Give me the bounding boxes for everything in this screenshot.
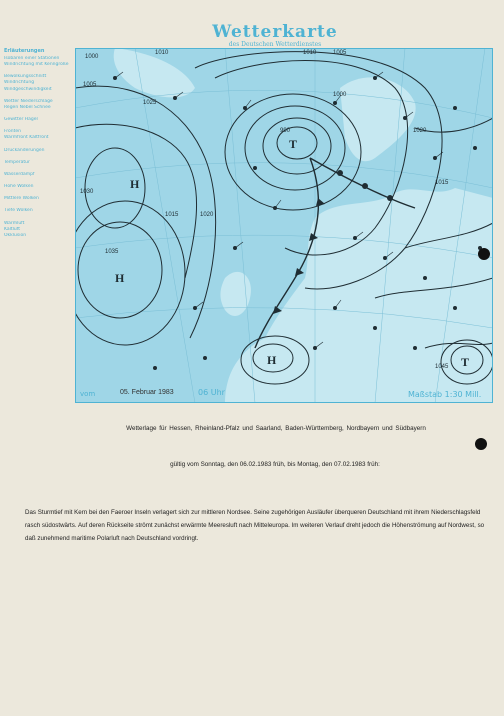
legend-line: Warmluft (4, 220, 25, 226)
isobar-label: 990 (280, 128, 291, 134)
page-subtitle: des Deutschen Wetterdienstes (228, 41, 322, 48)
isobar-label: 1010 (303, 50, 317, 56)
isobar-label: 1000 (333, 92, 347, 98)
isobar-label: 1020 (413, 128, 427, 134)
forecast-regions: Wetterlage für Hessen, Rheinland-Pfalz und Saarland, Baden-Württemberg, Nordbayern und Südbayern (126, 425, 426, 432)
legend-line: Tiefe Wolken (4, 208, 33, 214)
forecast-text: Das Sturmtief mit Kern bei den Faeroer Inseln verlagert sich zur mittleren Nordsee. Seine zugehörigen Ausläufer überqueren Deutschland mit ihrem Niederschlagsfeld rasch südostwärts. Auf deren Rückseite strömt zunächst erwärmte Meeresluft nach Mitteleuropa. Im weiteren Verlauf dreht jedoch die Höhenströmung auf Nordwest, so daß zunehmend maritime Polarluft nach Deutschland vordringt. (25, 509, 485, 542)
legend-line: Windrichtung mit Kenngröße (4, 62, 69, 68)
low-center-label: T (461, 355, 470, 369)
legend-line: Isobaren einer Stationen (4, 56, 60, 62)
map-date-prefix: vom (80, 390, 96, 398)
isobar-label: 1025 (143, 100, 157, 106)
map-time: 06 Uhr (198, 388, 225, 397)
legend-line: Fronten (4, 129, 22, 135)
legend-title: Erläuterungen (4, 48, 45, 54)
legend-line: Okklusion (4, 232, 27, 238)
legend-line: Druckänderungen (4, 147, 45, 153)
isobar-label: 1035 (105, 249, 119, 255)
legend-line: Wetter Niederschläge (4, 98, 53, 104)
punch-hole (478, 248, 490, 260)
isobar-label: 1015 (165, 212, 179, 218)
legend-line: Windrichtung (4, 80, 35, 86)
legend-line: Kaltluft (4, 226, 21, 232)
isobar-label: 1000 (85, 54, 99, 60)
legend-line: Regen Nebel Schnee (4, 104, 51, 110)
high-center-label: H (115, 271, 125, 285)
isobar-label: 1030 (80, 189, 94, 195)
legend-line: Hohe Wolken (4, 184, 34, 190)
map-legend (4, 48, 76, 403)
isobar-label: 1045 (435, 364, 449, 370)
isobar-label: 1010 (155, 50, 169, 56)
legend-line: Windgeschwindigkeit (4, 86, 52, 92)
isobar-label: 1005 (83, 82, 97, 88)
punch-hole (475, 438, 487, 450)
legend-line: Wasserdampf (4, 171, 35, 177)
high-center-label: H (130, 177, 140, 191)
isobar-label: 1015 (435, 180, 449, 186)
weather-map (75, 48, 493, 403)
forecast-validity: gültig vom Sonntag, den 06.02.1983 früh, bis Montag, den 07.02.1983 früh: (170, 461, 380, 468)
isobar-label: 1005 (333, 50, 347, 56)
map-date: 05. Februar 1983 (120, 389, 174, 396)
legend-line: Bewölkungsschnitt (4, 74, 47, 80)
legend-line: Mittlere Wolken (4, 196, 39, 202)
legend-line: Temperatur (4, 159, 30, 165)
high-center-label: H (267, 353, 277, 367)
map-scale: Maßstab 1:30 Mill. (408, 390, 482, 399)
low-center-label: T (289, 137, 298, 151)
legend-line: Warmfront Kaltfront (4, 135, 49, 141)
weather-map-svg (75, 48, 493, 403)
legend-line: Gewitter Hagel (4, 117, 38, 123)
legend-lines (4, 56, 76, 239)
isobar-label: 1020 (200, 212, 214, 218)
page-title: Wetterkarte (212, 22, 338, 42)
